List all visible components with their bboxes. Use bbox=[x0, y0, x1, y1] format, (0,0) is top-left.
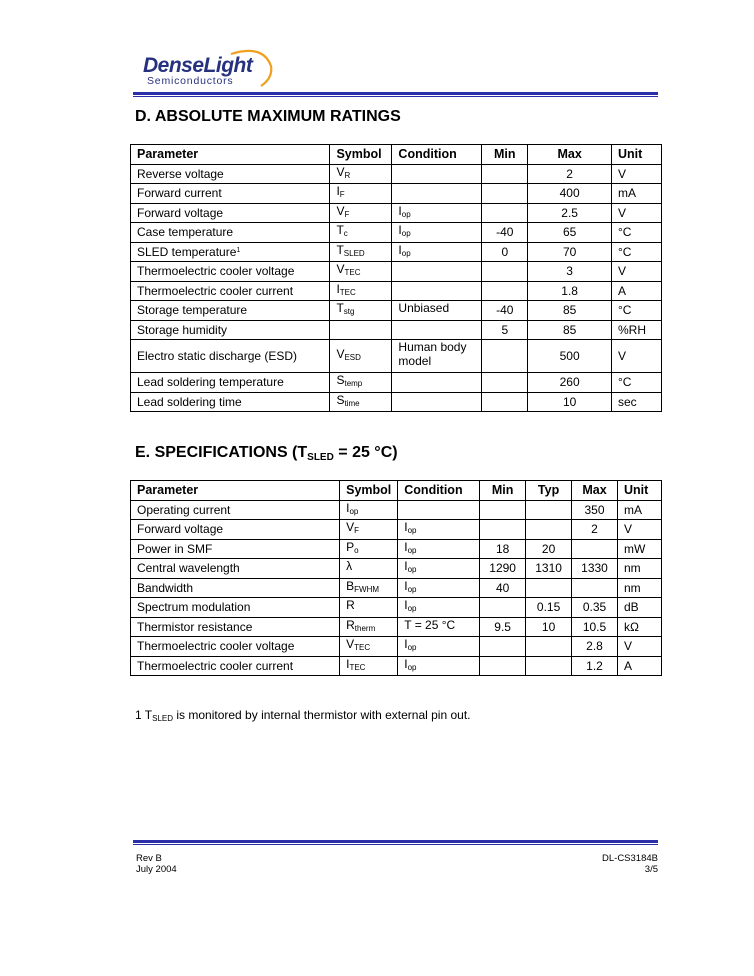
symbol-cell bbox=[330, 242, 392, 262]
header-unit: Unit bbox=[612, 145, 662, 165]
parameter-cell bbox=[131, 637, 340, 657]
parameter-text: Forward current bbox=[137, 186, 222, 201]
max-cell: 10 bbox=[528, 392, 612, 412]
footnote-prefix: 1 T bbox=[135, 708, 153, 722]
table-row bbox=[131, 242, 662, 262]
symbol-cell-main: I bbox=[346, 656, 350, 671]
header-max: Max bbox=[528, 145, 612, 165]
page-number: 3/5 bbox=[644, 864, 658, 875]
condition-cell bbox=[392, 320, 482, 340]
typ-cell: 1310 bbox=[526, 559, 572, 579]
table-row bbox=[131, 281, 662, 301]
symbol-cell-main: T bbox=[336, 301, 344, 316]
parameter-cell bbox=[131, 320, 330, 340]
condition-cell-main: I bbox=[398, 242, 402, 257]
symbol-cell-subscript: F bbox=[339, 190, 345, 200]
max-cell: 400 bbox=[528, 184, 612, 204]
symbol-cell bbox=[340, 598, 398, 618]
header-typ: Typ bbox=[526, 481, 572, 501]
table-row bbox=[131, 520, 662, 540]
table-row bbox=[131, 656, 662, 676]
condition-cell bbox=[392, 242, 482, 262]
absolute-max-ratings-table bbox=[130, 144, 662, 412]
max-cell: 2.8 bbox=[572, 637, 618, 657]
parameter-cell bbox=[131, 578, 340, 598]
footer-right bbox=[602, 853, 658, 875]
symbol-cell-subscript: TEC bbox=[354, 643, 371, 653]
header-rule bbox=[133, 92, 658, 97]
condition-cell-subscript: op bbox=[401, 248, 411, 258]
symbol-cell-main: T bbox=[336, 223, 344, 238]
header-parameter: Parameter bbox=[131, 481, 340, 501]
symbol-cell bbox=[330, 262, 392, 282]
condition-cell bbox=[392, 164, 482, 184]
symbol-cell-subscript: o bbox=[354, 545, 359, 555]
table-row bbox=[131, 223, 662, 243]
min-cell: 18 bbox=[480, 539, 526, 559]
header-condition: Condition bbox=[398, 481, 480, 501]
table-row bbox=[131, 301, 662, 321]
symbol-cell-main: V bbox=[336, 203, 345, 218]
symbol-cell-subscript: ESD bbox=[344, 353, 361, 362]
parameter-text: Operating current bbox=[137, 502, 231, 517]
unit-cell: nm bbox=[617, 578, 661, 598]
condition-cell-subscript: op bbox=[407, 565, 417, 575]
max-cell: 3 bbox=[528, 262, 612, 282]
section-e-title bbox=[135, 444, 398, 463]
footer-left bbox=[136, 853, 177, 875]
max-cell: 1.8 bbox=[528, 281, 612, 301]
symbol-cell-subscript: TEC bbox=[339, 287, 356, 297]
symbol-cell-subscript: temp bbox=[344, 379, 363, 389]
condition-cell-subscript: op bbox=[407, 662, 417, 672]
max-cell: 2 bbox=[528, 164, 612, 184]
parameter-text: Thermoelectric cooler current bbox=[137, 658, 294, 673]
unit-cell: dB bbox=[617, 598, 661, 618]
parameter-cell bbox=[131, 539, 340, 559]
symbol-cell-subscript: time bbox=[344, 398, 360, 408]
min-cell: 5 bbox=[482, 320, 528, 340]
max-cell: 260 bbox=[528, 373, 612, 393]
symbol-cell-main: V bbox=[336, 262, 345, 277]
symbol-cell-subscript: stg bbox=[343, 307, 355, 317]
symbol-cell-main: S bbox=[336, 373, 345, 388]
symbol-cell-main: B bbox=[346, 578, 355, 593]
typ-cell bbox=[526, 520, 572, 540]
parameter-cell bbox=[131, 656, 340, 676]
parameter-cell bbox=[131, 559, 340, 579]
max-cell: 85 bbox=[528, 301, 612, 321]
document-number: DL-CS3184B bbox=[602, 853, 658, 864]
max-cell: 2 bbox=[572, 520, 618, 540]
symbol-cell bbox=[340, 559, 398, 579]
condition-cell bbox=[392, 203, 482, 223]
symbol-cell-main: I bbox=[336, 184, 340, 199]
parameter-text: Thermoelectric cooler voltage bbox=[137, 264, 295, 279]
header-condition: Condition bbox=[392, 145, 482, 165]
condition-cell-subscript: op bbox=[407, 643, 417, 653]
parameter-text: Thermoelectric cooler current bbox=[137, 283, 294, 298]
condition-cell-subscript: op bbox=[401, 229, 411, 239]
typ-cell bbox=[526, 637, 572, 657]
unit-cell: V bbox=[617, 520, 661, 540]
footnote-text: is monitored by internal thermistor with external pin out. bbox=[173, 708, 471, 722]
header-symbol: Symbol bbox=[340, 481, 398, 501]
condition-cell-main: Human body model bbox=[398, 340, 467, 368]
min-cell: -40 bbox=[482, 223, 528, 243]
typ-cell bbox=[526, 656, 572, 676]
parameter-text: Reverse voltage bbox=[137, 166, 224, 181]
section-e-title-prefix: E. SPECIFICATIONS (T bbox=[135, 444, 308, 461]
min-cell bbox=[482, 203, 528, 223]
section-d-title: D. ABSOLUTE MAXIMUM RATINGS bbox=[135, 108, 401, 125]
unit-cell: mA bbox=[617, 500, 661, 520]
unit-cell: V bbox=[612, 203, 662, 223]
condition-cell bbox=[398, 617, 480, 637]
footnote bbox=[135, 708, 471, 723]
symbol-cell bbox=[340, 520, 398, 540]
condition-cell bbox=[392, 301, 482, 321]
footnote-sub: SLED bbox=[152, 714, 174, 723]
parameter-text: Thermistor resistance bbox=[137, 619, 253, 634]
unit-cell: kΩ bbox=[617, 617, 661, 637]
symbol-cell bbox=[340, 656, 398, 676]
typ-cell: 20 bbox=[526, 539, 572, 559]
condition-cell-main: I bbox=[398, 203, 402, 218]
max-cell bbox=[572, 539, 618, 559]
unit-cell: V bbox=[612, 164, 662, 184]
section-e-title-sub: SLED bbox=[307, 452, 334, 463]
logo-brand-text: DenseLight bbox=[143, 54, 253, 77]
condition-cell bbox=[392, 340, 482, 373]
condition-cell-main: I bbox=[404, 520, 408, 535]
condition-cell-subscript: op bbox=[407, 604, 417, 614]
symbol-cell bbox=[340, 637, 398, 657]
symbol-cell-subscript: TEC bbox=[349, 662, 366, 672]
unit-cell: A bbox=[617, 656, 661, 676]
table-row bbox=[131, 500, 662, 520]
parameter-cell bbox=[131, 262, 330, 282]
parameter-cell bbox=[131, 598, 340, 618]
max-cell: 85 bbox=[528, 320, 612, 340]
symbol-cell bbox=[330, 301, 392, 321]
symbol-cell-subscript: TEC bbox=[344, 268, 361, 278]
table-row bbox=[131, 578, 662, 598]
parameter-text: Power in SMF bbox=[137, 541, 213, 556]
symbol-cell-main: S bbox=[336, 392, 345, 407]
max-cell: 2.5 bbox=[528, 203, 612, 223]
symbol-cell-main: V bbox=[346, 637, 355, 652]
table-row bbox=[131, 392, 662, 412]
parameter-text: Lead soldering time bbox=[137, 394, 242, 409]
min-cell bbox=[482, 281, 528, 301]
parameter-cell bbox=[131, 164, 330, 184]
condition-cell-subscript: op bbox=[407, 584, 417, 594]
parameter-text: SLED temperature bbox=[137, 245, 237, 260]
condition-cell-main: I bbox=[404, 539, 408, 554]
condition-cell bbox=[398, 500, 480, 520]
parameter-cell bbox=[131, 392, 330, 412]
parameter-text: Case temperature bbox=[137, 225, 234, 240]
symbol-cell-main: V bbox=[336, 347, 345, 361]
min-cell: 9.5 bbox=[480, 617, 526, 637]
unit-cell: °C bbox=[612, 301, 662, 321]
parameter-text: Forward voltage bbox=[137, 522, 224, 537]
symbol-cell bbox=[330, 373, 392, 393]
min-cell: 40 bbox=[480, 578, 526, 598]
header-min: Min bbox=[482, 145, 528, 165]
table-row bbox=[131, 637, 662, 657]
symbol-cell-subscript: F bbox=[344, 209, 350, 219]
unit-cell: °C bbox=[612, 242, 662, 262]
table-row bbox=[131, 598, 662, 618]
header-min: Min bbox=[480, 481, 526, 501]
min-cell bbox=[482, 184, 528, 204]
parameter-text: Spectrum modulation bbox=[137, 600, 251, 615]
condition-cell-main: T = 25 °C bbox=[404, 617, 456, 632]
condition-cell bbox=[398, 656, 480, 676]
table-row bbox=[131, 617, 662, 637]
table-row bbox=[131, 340, 662, 373]
symbol-cell-main: T bbox=[336, 242, 344, 257]
denselight-logo bbox=[143, 48, 283, 90]
unit-cell: mA bbox=[612, 184, 662, 204]
parameter-text: Lead soldering temperature bbox=[137, 375, 284, 390]
unit-cell: A bbox=[612, 281, 662, 301]
table-header-row bbox=[131, 145, 662, 165]
parameter-cell bbox=[131, 500, 340, 520]
header-parameter: Parameter bbox=[131, 145, 330, 165]
condition-cell bbox=[398, 637, 480, 657]
unit-cell: V bbox=[617, 637, 661, 657]
condition-cell-subscript: op bbox=[407, 545, 417, 555]
condition-cell bbox=[392, 373, 482, 393]
symbol-cell bbox=[330, 281, 392, 301]
symbol-cell-main: V bbox=[346, 520, 355, 535]
header-max: Max bbox=[572, 481, 618, 501]
min-cell bbox=[482, 340, 528, 373]
table-row bbox=[131, 539, 662, 559]
parameter-text: Electro static discharge (ESD) bbox=[137, 349, 298, 363]
symbol-cell-main: λ bbox=[346, 559, 353, 574]
symbol-cell bbox=[330, 223, 392, 243]
min-cell: -40 bbox=[482, 301, 528, 321]
table-row bbox=[131, 164, 662, 184]
parameter-cell bbox=[131, 373, 330, 393]
symbol-cell bbox=[330, 184, 392, 204]
symbol-cell bbox=[330, 203, 392, 223]
symbol-cell bbox=[340, 617, 398, 637]
table-row bbox=[131, 559, 662, 579]
min-cell bbox=[480, 520, 526, 540]
parameter-text: Forward voltage bbox=[137, 205, 224, 220]
max-cell: 500 bbox=[528, 340, 612, 373]
condition-cell-main: I bbox=[404, 559, 408, 574]
table-header-row bbox=[131, 481, 662, 501]
table-row bbox=[131, 184, 662, 204]
min-cell bbox=[482, 373, 528, 393]
condition-cell bbox=[398, 520, 480, 540]
max-cell: 1.2 bbox=[572, 656, 618, 676]
unit-cell: %RH bbox=[612, 320, 662, 340]
symbol-cell-subscript: R bbox=[344, 170, 351, 180]
symbol-cell-main: I bbox=[336, 281, 340, 296]
parameter-text: Storage temperature bbox=[137, 303, 248, 318]
condition-cell-subscript: op bbox=[401, 209, 411, 219]
header-symbol: Symbol bbox=[330, 145, 392, 165]
parameter-text: Thermoelectric cooler voltage bbox=[137, 639, 295, 654]
unit-cell: sec bbox=[612, 392, 662, 412]
table-row bbox=[131, 373, 662, 393]
typ-cell bbox=[526, 578, 572, 598]
min-cell bbox=[482, 164, 528, 184]
table-row bbox=[131, 203, 662, 223]
logo-sub-text: Semiconductors bbox=[147, 75, 234, 87]
parameter-cell bbox=[131, 617, 340, 637]
parameter-cell bbox=[131, 184, 330, 204]
condition-cell bbox=[392, 223, 482, 243]
max-cell bbox=[572, 578, 618, 598]
symbol-cell-main: R bbox=[346, 598, 355, 613]
symbol-cell bbox=[330, 320, 392, 340]
condition-cell-main: I bbox=[404, 656, 408, 671]
parameter-cell bbox=[131, 301, 330, 321]
symbol-cell-subscript: c bbox=[343, 229, 348, 239]
condition-cell-main: I bbox=[404, 578, 408, 593]
typ-cell bbox=[526, 500, 572, 520]
symbol-cell-subscript: op bbox=[349, 506, 359, 516]
footer-rule bbox=[133, 840, 658, 845]
max-cell: 70 bbox=[528, 242, 612, 262]
min-cell bbox=[482, 392, 528, 412]
condition-cell bbox=[392, 281, 482, 301]
parameter-text: Central wavelength bbox=[137, 561, 240, 576]
min-cell: 0 bbox=[482, 242, 528, 262]
symbol-cell-main: R bbox=[346, 617, 355, 632]
condition-cell bbox=[392, 262, 482, 282]
typ-cell: 10 bbox=[526, 617, 572, 637]
condition-cell bbox=[392, 184, 482, 204]
table-row bbox=[131, 262, 662, 282]
min-cell bbox=[480, 656, 526, 676]
parameter-cell bbox=[131, 340, 330, 373]
symbol-cell-main: P bbox=[346, 539, 355, 554]
unit-cell: mW bbox=[617, 539, 661, 559]
symbol-cell-subscript: SLED bbox=[343, 248, 365, 258]
unit-cell: °C bbox=[612, 373, 662, 393]
condition-cell bbox=[398, 559, 480, 579]
symbol-cell bbox=[340, 500, 398, 520]
max-cell: 1330 bbox=[572, 559, 618, 579]
condition-cell-main: Unbiased bbox=[398, 301, 450, 316]
condition-cell-main: I bbox=[398, 223, 402, 238]
min-cell bbox=[480, 500, 526, 520]
parameter-cell bbox=[131, 520, 340, 540]
symbol-cell bbox=[330, 392, 392, 412]
min-cell bbox=[480, 598, 526, 618]
condition-cell-main: I bbox=[404, 598, 408, 613]
unit-cell: nm bbox=[617, 559, 661, 579]
max-cell: 0.35 bbox=[572, 598, 618, 618]
parameter-text: Storage humidity bbox=[137, 322, 228, 337]
min-cell bbox=[482, 262, 528, 282]
unit-cell: V bbox=[612, 340, 662, 373]
min-cell bbox=[480, 637, 526, 657]
symbol-cell-main: I bbox=[346, 500, 350, 515]
condition-cell bbox=[392, 392, 482, 412]
condition-cell-subscript: op bbox=[407, 526, 417, 536]
condition-cell bbox=[398, 539, 480, 559]
condition-cell-main: I bbox=[404, 637, 408, 652]
symbol-cell bbox=[340, 539, 398, 559]
unit-cell: V bbox=[612, 262, 662, 282]
max-cell: 350 bbox=[572, 500, 618, 520]
header-unit: Unit bbox=[617, 481, 661, 501]
max-cell: 65 bbox=[528, 223, 612, 243]
max-cell: 10.5 bbox=[572, 617, 618, 637]
unit-cell: °C bbox=[612, 223, 662, 243]
condition-cell bbox=[398, 598, 480, 618]
symbol-cell bbox=[330, 340, 392, 373]
condition-cell bbox=[398, 578, 480, 598]
revision-label: Rev B bbox=[136, 853, 162, 864]
symbol-cell bbox=[340, 578, 398, 598]
section-e-title-suffix: = 25 °C) bbox=[333, 444, 398, 461]
symbol-cell-subscript: FWHM bbox=[354, 584, 380, 594]
footnote-marker: 1 bbox=[236, 247, 241, 255]
symbol-cell bbox=[330, 164, 392, 184]
parameter-cell bbox=[131, 223, 330, 243]
revision-date: July 2004 bbox=[136, 864, 177, 875]
symbol-cell-subscript: F bbox=[354, 526, 360, 536]
parameter-cell bbox=[131, 281, 330, 301]
symbol-cell-subscript: therm bbox=[354, 623, 376, 633]
min-cell: 1290 bbox=[480, 559, 526, 579]
typ-cell: 0.15 bbox=[526, 598, 572, 618]
parameter-text: Bandwidth bbox=[137, 580, 194, 595]
parameter-cell bbox=[131, 203, 330, 223]
table-row bbox=[131, 320, 662, 340]
specifications-table bbox=[130, 480, 662, 676]
symbol-cell-main: V bbox=[336, 164, 345, 179]
parameter-cell bbox=[131, 242, 330, 262]
